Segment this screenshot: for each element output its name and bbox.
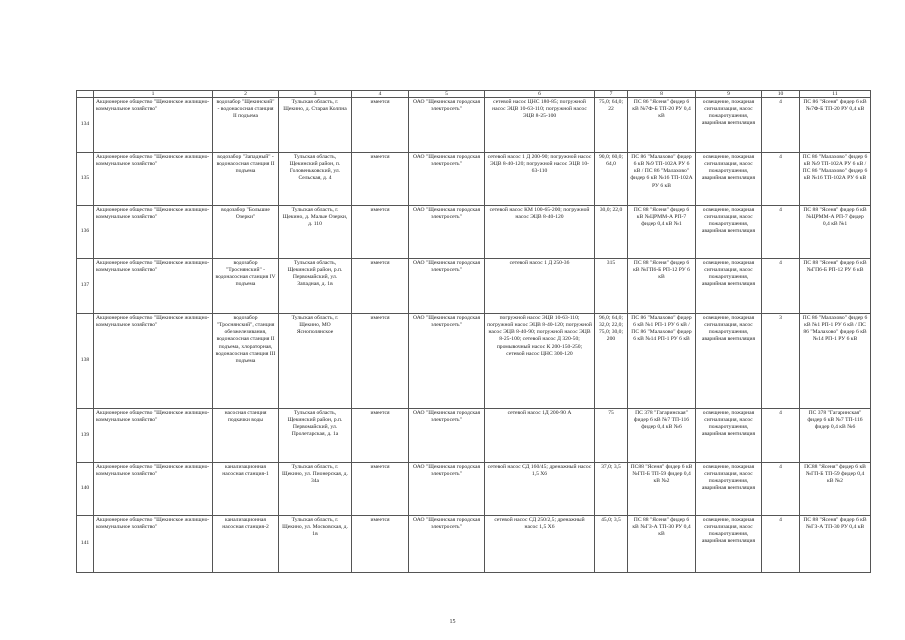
systems-cell: освещение, пожарная сигнализация, насос пожаротушения, аварийная вентиляция [696,516,762,573]
category-cell: 4 [762,259,800,314]
equipment-cell: сетевой насос ЦНС 180-85; погружной насос ЭЦВ 10-63-110; погружной насос ЭЦВ 8-25-100 [485,98,595,153]
systems-cell: освещение, пожарная сигнализация, насос пожаротушения, аварийная вентиляция [696,153,762,206]
address-cell: Тульская область, г. Щекино, д. Малые Озерки, д. 110 [279,206,352,259]
backup-feed-cell: ПС 86 "Малахово" фидер 6 кВ №9 ТП-102А РУ 6 кВ / ПС 86 "Малахово" фидер 6 кВ №16 ТП-102А РУ 6 кВ [800,153,871,206]
power-supplier-cell: ОАО "Щекинская городская электросеть" [409,463,485,516]
row-number-cell: 140 [77,463,94,516]
row-number-cell: 136 [77,206,94,259]
systems-cell: освещение, пожарная сигнализация, насос пожаротушения, аварийная вентиляция [696,98,762,153]
object-name-cell: водозабор "Троснянский", станция обезжелезивания, водонасосная станция II подъема, хлораторная, водонасосная станция III подъема [213,314,279,409]
equipment-cell: сетевой насос 1Д 200-90 А [485,409,595,463]
power-kw-cell: 90,0; 60,0; 64,0 [595,153,628,206]
equipment-cell: сетевой насос КМ 100-65-200; погружной насос ЭЦВ 8-40-120 [485,206,595,259]
systems-cell: освещение, пожарная сигнализация, насос пожаротушения, аварийная вентиляция [696,259,762,314]
header-cell: 4 [352,91,409,98]
row-number-cell: 138 [77,314,94,409]
header-cell: 6 [485,91,595,98]
power-kw-cell: 37,0; 3,5 [595,463,628,516]
backup-feed-cell: ПС 86 "Малахово" фидер 6 кВ №1 РП-1 РУ 6 кВ / ПС 86 "Малахово" фидер 6 кВ №14 РП-1 РУ 6 кВ [800,314,871,409]
organization-cell: Акционерное общество "Щекинское жилищно-коммунальное хозяйство" [94,259,213,314]
availability-cell: имеется [352,206,409,259]
feed-source-cell: ПС 86 "Малахово" фидер 6 кВ №9 ТП-102А РУ 6 кВ / ПС 86 "Малахово" фидер 6 кВ №16 ТП-102А РУ 6 кВ [628,153,696,206]
availability-cell: имеется [352,463,409,516]
availability-cell: имеется [352,98,409,153]
power-supplier-cell: ОАО "Щекинская городская электросеть" [409,516,485,573]
feed-source-cell: ПС 86 "Ясеня" фидер 6 кВ №7Ф-Б ТП-20 РУ 0,4 кВ [628,98,696,153]
power-kw-cell: 96,0; 64,0; 32,0; 22,0; 75,0; 30,0; 200 [595,314,628,409]
document-sheet [76,90,870,573]
equipment-cell: погружной насос ЭЦВ 10-63-110; погружной насос ЭЦВ 8-40-120; погружной насос ЭЦВ 8-40-90; погружной насос ЭЦВ 8-25-100; сетевой насос Д 320-50; промывочный насос К 200-150-250; сетевой насос ЦНС 300-120 [485,314,595,409]
header-cell: 8 [628,91,696,98]
availability-cell: имеется [352,409,409,463]
table-row [77,259,871,314]
data-table [76,90,871,573]
header-cell: 7 [595,91,628,98]
row-number-cell: 141 [77,516,94,573]
feed-source-cell: ПС 378 "Гагаринская" фидер 6 кВ №7 ТП-116 фидер 0,4 кВ №6 [628,409,696,463]
systems-cell: освещение, пожарная сигнализация, насос пожаротушения, аварийная вентиляция [696,206,762,259]
table-row [77,206,871,259]
table-row [77,98,871,153]
category-cell: 4 [762,206,800,259]
category-cell: 4 [762,98,800,153]
feed-source-cell: ПС 88 "Ясеня" фидер 6 кВ №ГП6-Б РП-12 РУ 6 кВ [628,259,696,314]
category-cell: 4 [762,463,800,516]
power-supplier-cell: ОАО "Щекинская городская электросеть" [409,259,485,314]
object-name-cell: канализационная насосная станция-1 [213,463,279,516]
backup-feed-cell: ПС 88 "Ясеня" фидер 6 кВ №ГЗ-А ТП-30 РУ 0,4 кВ [800,516,871,573]
equipment-cell: сетевой насос СД 250/2,5; дренажный насос 1,5 Х6 [485,516,595,573]
table-row [77,516,871,573]
address-cell: Тульская область, Щекинский район, р.п. Первомайский, ул. Западная, д. 1в [279,259,352,314]
header-cell: 10 [762,91,800,98]
power-kw-cell: 315 [595,259,628,314]
object-name-cell: канализационная насосная станция-2 [213,516,279,573]
object-name-cell: водозабор "Щекинский" - водонасосная станция II подъема [213,98,279,153]
backup-feed-cell: ПС 378 "Гагаринская" фидер 6 кВ №7 ТП-116 фидер 0,4 кВ №6 [800,409,871,463]
backup-feed-cell: ПС 86 "Ясеня" фидер 6 кВ №7Ф-Б ТП-20 РУ 0,4 кВ [800,98,871,153]
feed-source-cell: ПС 88 "Ясеня" фидер 6 кВ №ГЗ-А ТП-30 РУ 0,4 кВ [628,516,696,573]
address-cell: Тульская область, г. Щекино, ул. Московская, д. 1в [279,516,352,573]
address-cell: Тульская область, г. Щекино, д. Старая Колпна [279,98,352,153]
table-row [77,153,871,206]
organization-cell: Акционерное общество "Щекинское жилищно-коммунальное хозяйство" [94,314,213,409]
header-cell: 3 [279,91,352,98]
equipment-cell: сетевой насос 1 Д 200-90; погружной насос ЭЦВ 8-40-120; погружной насос ЭЦВ 10-63-110 [485,153,595,206]
power-supplier-cell: ОАО "Щекинская городская электросеть" [409,206,485,259]
systems-cell: освещение, пожарная сигнализация, насос пожаротушения, аварийная вентиляция [696,314,762,409]
object-name-cell: водозабор "Троснянский" - водонасосная станция IV подъема [213,259,279,314]
power-supplier-cell: ОАО "Щекинская городская электросеть" [409,409,485,463]
feed-source-cell: ПС 86 "Малахово" фидер 6 кВ №1 РП-1 РУ 6 кВ / ПС 86 "Малахово" фидер 6 кВ №14 РП-1 РУ 6 кВ [628,314,696,409]
table-row [77,314,871,409]
power-supplier-cell: ОАО "Щекинская городская электросеть" [409,153,485,206]
equipment-cell: сетевой насос 1 Д 250-36 [485,259,595,314]
availability-cell: имеется [352,314,409,409]
header-cell: 9 [696,91,762,98]
power-supplier-cell: ОАО "Щекинская городская электросеть" [409,98,485,153]
table-row [77,463,871,516]
table-row [77,409,871,463]
backup-feed-cell: ПС 88 "Ясеня" фидер 6 кВ №ЦРММ-А РП-7 фидер 0,4 кВ №1 [800,206,871,259]
category-cell: 4 [762,516,800,573]
header-cell: 11 [800,91,871,98]
organization-cell: Акционерное общество "Щекинское жилищно-коммунальное хозяйство" [94,409,213,463]
availability-cell: имеется [352,516,409,573]
object-name-cell: водозабор "Большие Озерки" [213,206,279,259]
category-cell: 4 [762,409,800,463]
page-number: 15 [449,619,456,625]
header-cell-blank [77,91,94,98]
header-cell: 1 [94,91,213,98]
row-number-cell: 135 [77,153,94,206]
backup-feed-cell: ПС88 "Ясеня" фидер 6 кВ №ГП-Б ТП-59 фидер 0,4 кВ №2 [800,463,871,516]
availability-cell: имеется [352,153,409,206]
address-cell: Тульская область, г. Щекино, ул. Пионерская, д. 34а [279,463,352,516]
row-number-cell: 137 [77,259,94,314]
feed-source-cell: ПС 88 "Ясеня" фидер 6 кВ №ЦРММ-А РП-7 фидер 0,4 кВ №1 [628,206,696,259]
power-kw-cell: 45,0; 3,5 [595,516,628,573]
systems-cell: освещение, пожарная сигнализация, насос пожаротушения, аварийная вентиляция [696,463,762,516]
backup-feed-cell: ПС 88 "Ясеня" фидер 6 кВ №ГП6-Б РП-12 РУ 6 кВ [800,259,871,314]
organization-cell: Акционерное общество "Щекинское жилищно-коммунальное хозяйство" [94,516,213,573]
power-supplier-cell: ОАО "Щекинская городская электросеть" [409,314,485,409]
address-cell: Тульская область, Щекинский район, р.п. Первомайский, ул. Пролетарская, д. 1а [279,409,352,463]
feed-source-cell: ПС88 "Ясеня" фидер 6 кВ №ГП-Б ТП-59 фидер 0,4 кВ №2 [628,463,696,516]
power-kw-cell: 75,0; 64,0; 22 [595,98,628,153]
category-cell: 4 [762,153,800,206]
systems-cell: освещение, пожарная сигнализация, насос пожаротушения, аварийная вентиляция [696,409,762,463]
organization-cell: Акционерное общество "Щекинское жилищно-коммунальное хозяйство" [94,206,213,259]
power-kw-cell: 75 [595,409,628,463]
address-cell: Тульская область, Щекинский район, п. Головеньковский, ул. Сельская, д. 4 [279,153,352,206]
address-cell: Тульская область, г. Щекино, МО Яснополянское [279,314,352,409]
object-name-cell: водозабор "Западный" - водонасосная станция II подъема [213,153,279,206]
row-number-cell: 139 [77,409,94,463]
organization-cell: Акционерное общество "Щекинское жилищно-коммунальное хозяйство" [94,463,213,516]
row-number-cell: 134 [77,98,94,153]
power-kw-cell: 30,0; 22,0 [595,206,628,259]
header-row [77,91,871,98]
object-name-cell: насосная станция подкачки воды [213,409,279,463]
equipment-cell: сетевой насос СД 160/45; дренажный насос 1,5 Х6 [485,463,595,516]
header-cell: 2 [213,91,279,98]
organization-cell: Акционерное общество "Щекинское жилищно-коммунальное хозяйство" [94,98,213,153]
category-cell: 3 [762,314,800,409]
header-cell: 5 [409,91,485,98]
organization-cell: Акционерное общество "Щекинское жилищно-коммунальное хозяйство" [94,153,213,206]
availability-cell: имеется [352,259,409,314]
